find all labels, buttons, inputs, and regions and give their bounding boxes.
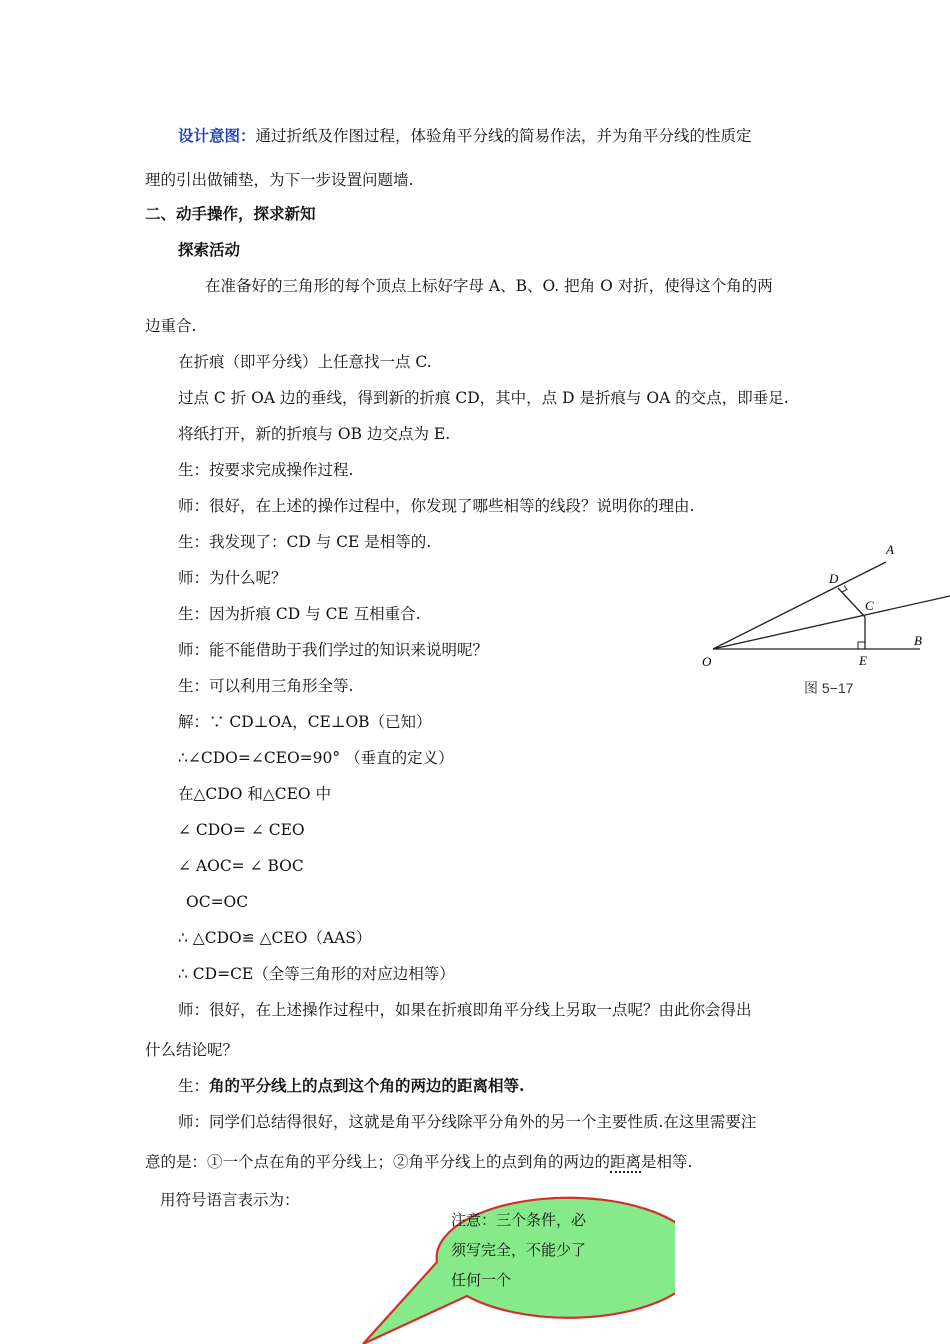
dialogue-teacher-2: 师：为什么呢？ — [178, 569, 287, 587]
conclusion-prefix: 生： — [178, 1077, 210, 1095]
emphasis-distance: 距离 — [610, 1153, 642, 1171]
proof-step-7: ∴ △CDO≌ △CEO（AAS） — [178, 929, 372, 947]
label-e: E — [859, 653, 867, 668]
symbol-language-line: 用符号语言表示为： — [160, 1191, 300, 1209]
dialogue-teacher-5-line-2 — [145, 1152, 692, 1172]
proof-step-6: OC=OC — [186, 893, 249, 911]
dialogue-teacher-3: 师：能不能借助于我们学过的知识来说明呢？ — [178, 641, 489, 659]
ray-oa — [713, 562, 886, 649]
callout-line-2: 须写完全，不能少了 — [451, 1241, 587, 1259]
section-title: 二、动手操作，探求新知 — [145, 204, 316, 223]
proof-step-3: 在△CDO 和△CEO 中 — [178, 785, 332, 803]
segment-cd — [838, 588, 865, 617]
dialogue-student-4: 生：可以利用三角形全等. — [178, 677, 354, 695]
teacher-5-text-b: 是相等. — [641, 1153, 693, 1171]
dialogue-teacher-4-line-2: 什么结论呢？ — [145, 1041, 239, 1059]
proof-step-2: ∴∠CDO=∠CEO=90° （垂直的定义） — [178, 749, 454, 767]
angle-bisector-figure — [698, 538, 950, 706]
label-d: D — [829, 571, 839, 586]
instruction-fold-cd: 过点 C 折 OA 边的垂线，得到新的折痕 CD，其中，点 D 是折痕与 OA 的交点，即垂足. — [178, 389, 789, 407]
label-b: B — [914, 633, 922, 648]
activity-title: 探索活动 — [178, 240, 241, 259]
theorem-statement: 角的平分线上的点到这个角的两边的距离相等. — [209, 1076, 525, 1095]
intent-label: 设计意图： — [178, 126, 256, 145]
dialogue-student-2: 生：我发现了：CD 与 CE 是相等的. — [178, 533, 432, 551]
dialogue-teacher-1: 师：很好，在上述的操作过程中，你发现了哪些相等的线段？说明你的理由. — [178, 497, 695, 515]
callout-line-3: 任何一个 — [451, 1271, 512, 1289]
dialogue-teacher-4-line-1: 师：很好，在上述操作过程中，如果在折痕即角平分线上另取一点呢？由此你会得出 — [178, 1001, 752, 1019]
proof-step-5: ∠ AOC= ∠ BOC — [178, 857, 304, 875]
instruction-open-e: 将纸打开，新的折痕与 OB 边交点为 E. — [178, 425, 451, 443]
callout-line-1: 注意：三个条件，必 — [451, 1211, 587, 1229]
label-c: C — [865, 598, 874, 613]
label-o: O — [702, 654, 712, 669]
proof-step-1: 解：∵ CD⊥OA，CE⊥OB（已知） — [178, 713, 432, 731]
proof-step-4: ∠ CDO= ∠ CEO — [178, 821, 305, 839]
intent-line-2: 理的引出做铺垫，为下一步设置问题墙. — [145, 171, 414, 189]
activity-line-2: 边重合. — [145, 317, 197, 335]
right-angle-mark-d — [842, 586, 847, 593]
proof-step-8: ∴ CD=CE（全等三角形的对应边相等） — [178, 965, 455, 983]
right-angle-mark-e — [858, 642, 865, 649]
label-a: A — [886, 542, 894, 557]
figure-caption: 图 5−17 — [804, 680, 854, 696]
dialogue-student-3: 生：因为折痕 CD 与 CE 互相重合. — [178, 605, 421, 623]
dialogue-teacher-5-line-1: 师：同学们总结得很好，这就是角平分线除平分角外的另一个主要性质.在这里需要注 — [178, 1113, 757, 1131]
intent-line-1 — [178, 126, 752, 146]
instruction-find-c: 在折痕（即平分线）上任意找一点 C. — [178, 353, 432, 371]
activity-line-1: 在准备好的三角形的每个顶点上标好字母 A、B、O. 把角 O 对折，使得这个角的两 — [205, 277, 773, 295]
dialogue-student-1: 生：按要求完成操作过程. — [178, 461, 354, 479]
intent-text: 通过折纸及作图过程，体验角平分线的简易作法，并为角平分线的性质定 — [255, 127, 752, 145]
dialogue-student-conclusion — [178, 1076, 524, 1096]
teacher-5-text-a: 意的是：①一个点在角的平分线上；②角平分线上的点到角的两边的 — [145, 1153, 611, 1171]
